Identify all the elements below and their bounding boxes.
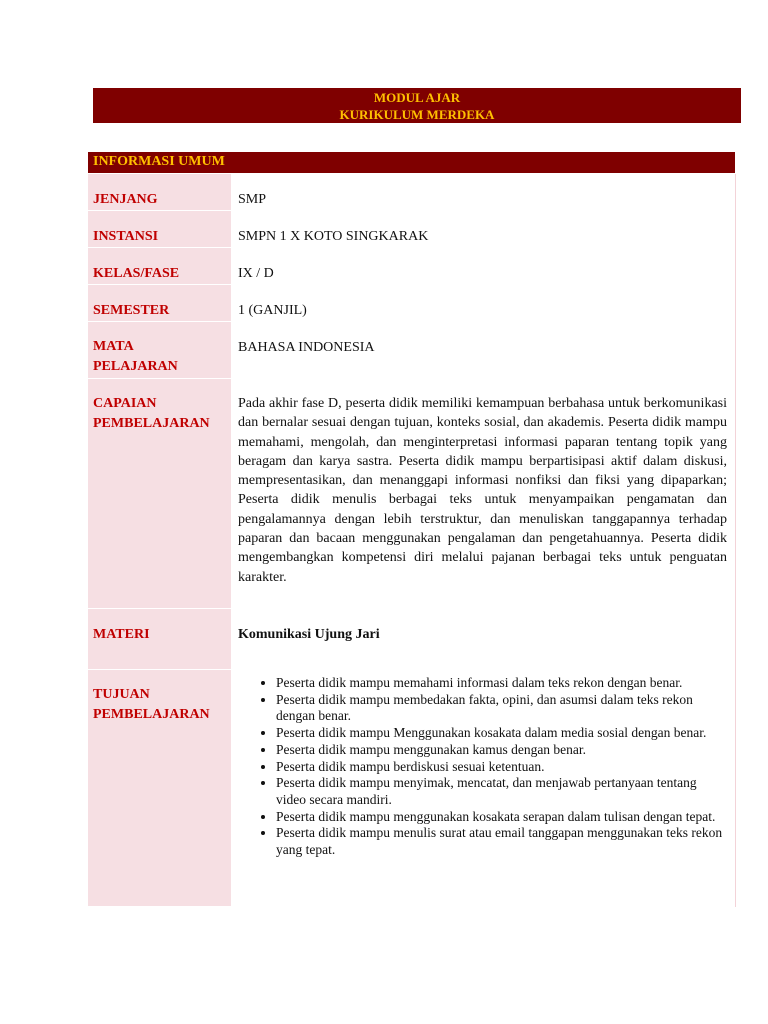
label-mata-line1: MATA: [93, 339, 134, 354]
label-tujuan-line1: TUJUAN: [93, 687, 150, 702]
row-mata-pelajaran: [88, 322, 735, 379]
row-tujuan-pembelajaran: [88, 670, 735, 907]
value-kelas-fase: IX / D: [238, 266, 274, 281]
tujuan-item: • Peserta didik mampu menulis surat atau email tanggapan menggunakan teks rekon yang tepat.: [276, 825, 727, 858]
label-mata-pelajaran: [88, 322, 231, 378]
row-kelas-fase: [88, 248, 735, 285]
label-capaian-line1: CAPAIAN: [93, 396, 157, 411]
label-mata-line2: PELAJARAN: [93, 359, 178, 374]
tujuan-item: • Peserta didik mampu Menggunakan kosakata dalam media sosial dengan benar.: [276, 725, 727, 742]
tujuan-item: • Peserta didik mampu menyimak, mencatat, dan menjawab pertanyaan tentang video secara mandiri.: [276, 775, 727, 808]
row-jenjang: [88, 174, 735, 211]
label-kelas-fase: KELAS/FASE: [88, 248, 231, 284]
label-tujuan-line2: PEMBELAJARAN: [93, 707, 210, 722]
module-title: MODUL AJAR: [373, 90, 461, 105]
label-jenjang: JENJANG: [88, 174, 231, 210]
label-capaian-line2: PEMBELAJARAN: [93, 416, 210, 431]
tujuan-item: • Peserta didik mampu berdiskusi sesuai ketentuan.: [276, 759, 727, 776]
value-capaian-pembelajaran: Pada akhir fase D, peserta didik memiliki kemampuan berbahasa untuk berkomunikasi dan bernalar sesuai dengan tujuan, konteks sosial, dan akademis. Peserta didik mampu memahami, mengolah, dan menginterpretasi informasi paparan tentang topik yang beragam dan karya sastra. Peserta didik mampu berpartisipasi aktif dalam diskusi, mempresentasikan, dan menanggapi informasi nonfiksi dan fiksi yang dipaparkan; Peserta didik menulis berbagai teks untuk menyampaikan pengamatan dan pengalamannya dengan lebih terstruktur, dan menuliskan tanggapannya terhadap paparan dan bacaan menggunakan pengalaman dan pengetahuannya. Peserta didik mengembangkan kompetensi diri melalui pajanan berbagai teks untuk penguatan karakter.: [238, 396, 727, 585]
row-instansi: [88, 211, 735, 248]
value-mata-pelajaran: BAHASA INDONESIA: [238, 340, 375, 355]
value-materi: Komunikasi Ujung Jari: [238, 627, 380, 642]
tujuan-list: [238, 675, 727, 859]
tujuan-item: • Peserta didik mampu memahami informasi dalam teks rekon dengan benar.: [276, 675, 727, 692]
label-tujuan-pembelajaran: [88, 670, 231, 906]
row-semester: [88, 285, 735, 322]
section-header-informasi-umum: INFORMASI UMUM: [88, 152, 735, 173]
label-semester: SEMESTER: [88, 285, 231, 321]
curriculum-title: KURIKULUM MERDEKA: [339, 107, 495, 122]
row-capaian-pembelajaran: [88, 379, 735, 609]
info-table: [88, 174, 736, 907]
value-tujuan-pembelajaran: [231, 670, 735, 906]
tujuan-item: • Peserta didik mampu menggunakan kamus dengan benar.: [276, 742, 727, 759]
label-instansi: INSTANSI: [88, 211, 231, 247]
value-jenjang: SMP: [238, 192, 267, 207]
module-title-banner: [93, 88, 741, 123]
label-materi: MATERI: [88, 609, 231, 669]
value-semester: 1 (GANJIL): [238, 303, 307, 318]
row-materi: [88, 609, 735, 670]
value-instansi: SMPN 1 X KOTO SINGKARAK: [238, 229, 429, 244]
tujuan-item: • Peserta didik mampu menggunakan kosakata serapan dalam tulisan dengan tepat.: [276, 809, 727, 826]
label-capaian-pembelajaran: [88, 379, 231, 608]
tujuan-item: • Peserta didik mampu membedakan fakta, opini, dan asumsi dalam teks rekon dengan benar.: [276, 692, 727, 725]
